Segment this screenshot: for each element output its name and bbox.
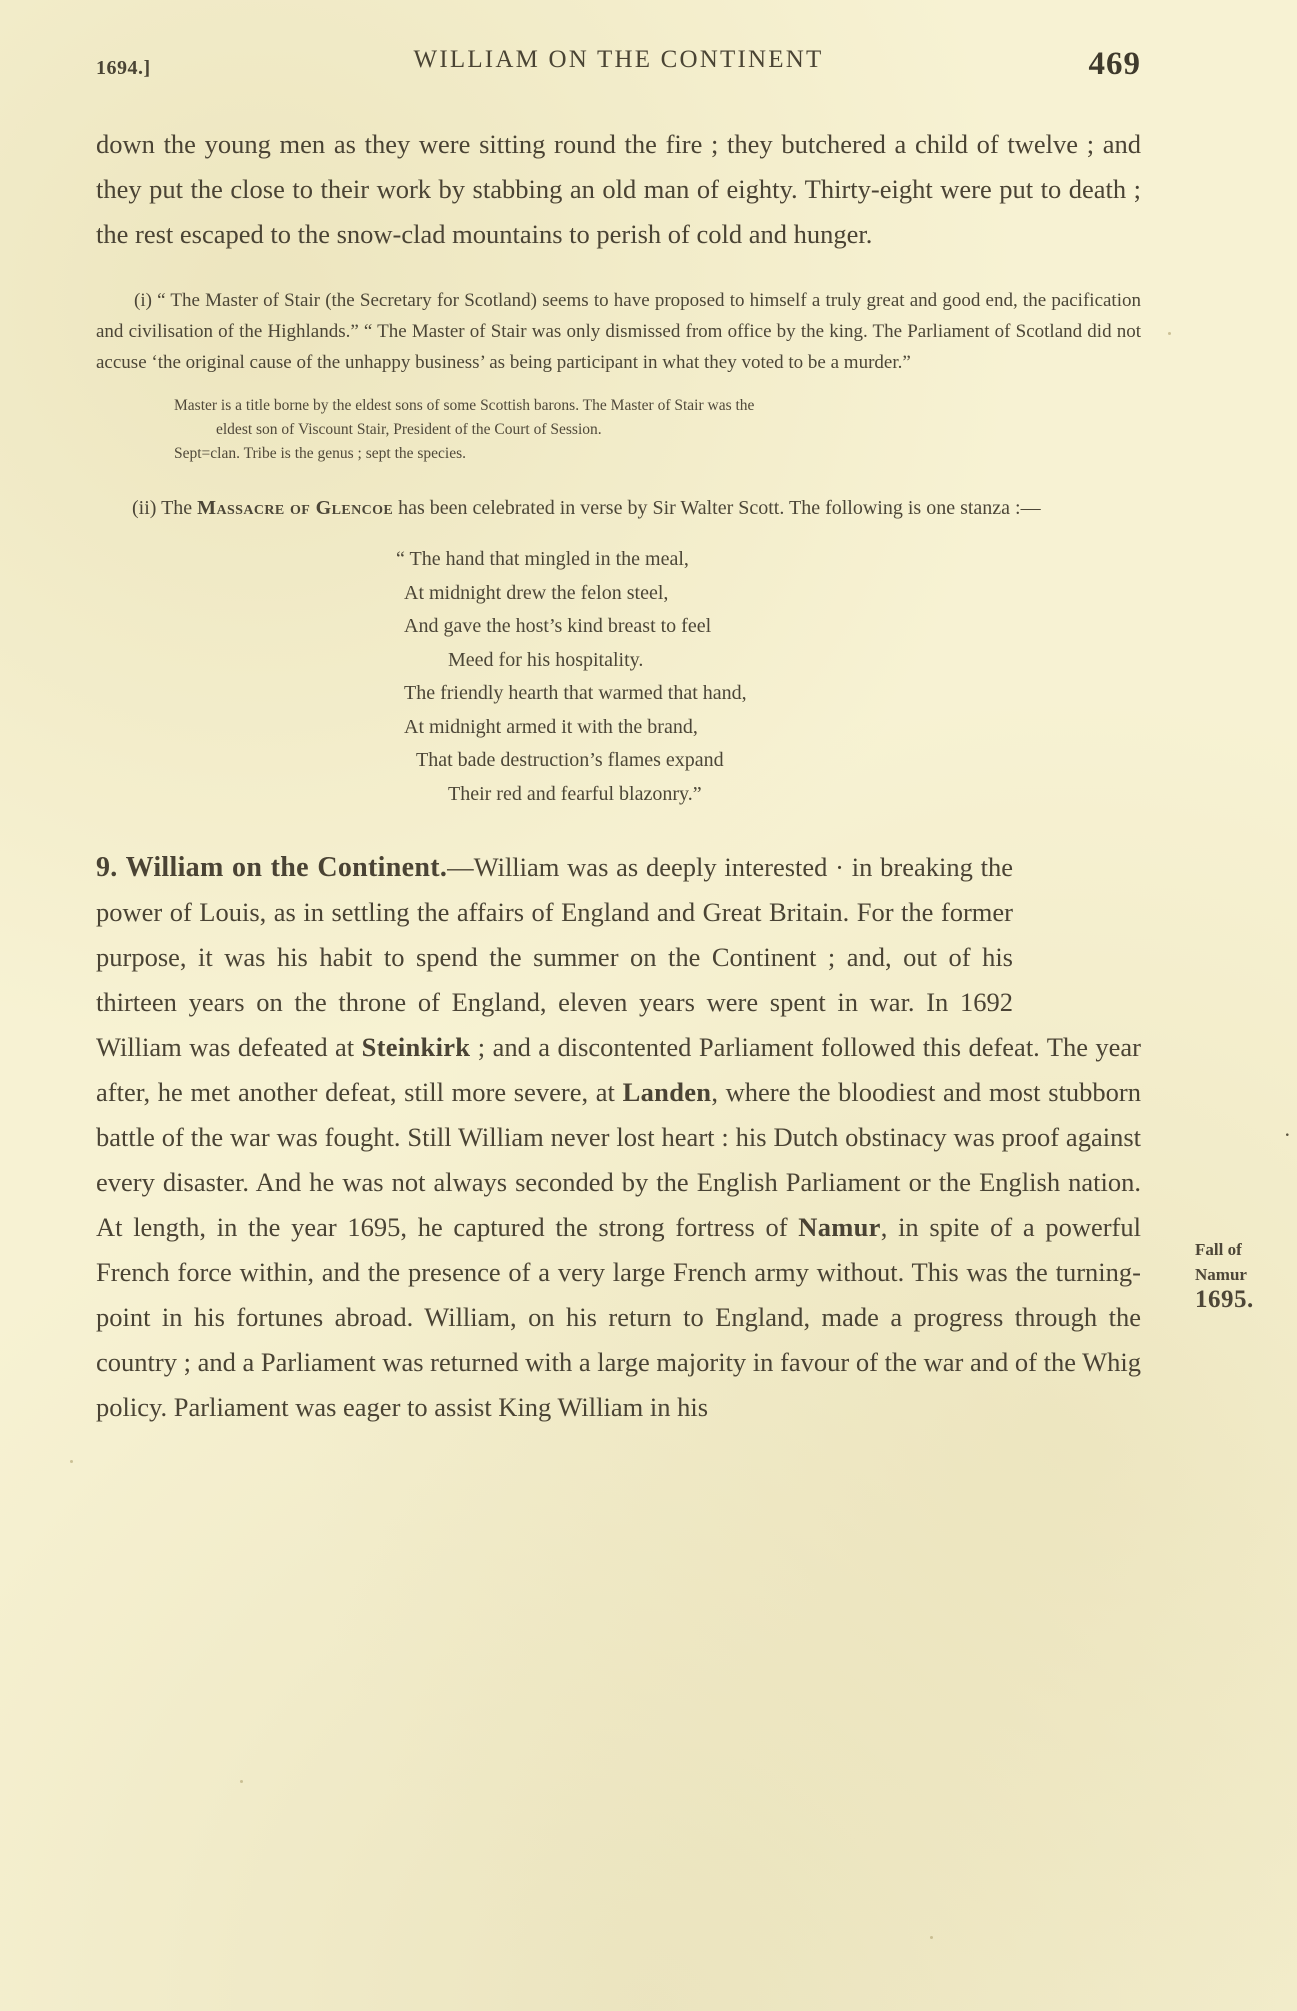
marginal-note-line-1: Fall of [1195,1240,1242,1259]
running-head-title: WILLIAM ON THE CONTINENT [413,46,824,73]
footnote-ii-prefix: (ii) The [132,497,198,519]
footnote-i-text: (i) “ The Master of Stair (the Secretary for Scotland) seems to have proposed to himself a truly great and good end, the pacification and civilisation of the Highlands.” “ The Master of Stair was only dismissed from office by the king. The Parliament of Scotland did not accuse ‘the original cause of the unhappy business’ as being participant in what they voted to be a murder.” [96,290,1141,373]
margin-note-spacer [1013,845,1141,995]
section-9-heading [96,852,447,883]
verse-line: “ The hand that mingled in the meal, [396,548,689,570]
verse-line: The friendly hearth that warmed that hand, [404,682,747,704]
footnote-ii-suffix: has been celebrated in verse by Sir Walter Scott. The following is one stanza :— [393,497,1041,519]
place-namur: Namur [798,1212,881,1242]
footnote-i [96,285,1141,378]
page-number: 469 [1088,46,1141,82]
section-9 [96,845,1141,1430]
massacre-of-glencoe-label: Massacre of Glencoe [197,497,394,519]
section-number: 9. [96,852,118,883]
section-9-text-1: —William was as deeply interested · in breaking the power of Louis, as in settling the affairs of England and Great Britain. For the former purpose, it was his habit to spend the summer on the Continent ; and, out of his thirteen years on the throne of England, eleven years were spent in war. In 1692 William was defeated at [96,852,1014,1062]
paper-speck [1168,332,1171,335]
margin-tick-mark: · [1283,1122,1291,1147]
gloss-line-3: Sept=clan. Tribe is the genus ; sept the species. [174,445,467,462]
gloss-line-2: eldest son of Viscount Stair, President of the Court of Session. [216,421,602,438]
verse-line: Their red and fearful blazonry.” [448,782,702,805]
place-landen: Landen [622,1077,712,1107]
verse-line: Meed for his hospitality. [448,648,644,671]
verse-line: That bade destruction’s flames expand [416,749,724,771]
section-title: William on the Continent. [125,852,448,883]
place-steinkirk: Steinkirk [361,1032,471,1062]
running-head-year: 1694.] [96,57,151,79]
verse-line: At midnight drew the felon steel, [404,581,669,604]
marginal-note-year: 1695. [1195,1286,1254,1313]
paragraph-continuation: down the young men as they were sitting round the fire ; they butchered a child of twelve ; and they put the close to their work by stabbing an old man of eighty. Thirty-eight were put to death ; the rest escaped to the snow-clad mountains to perish of cold and hunger. [96,129,1141,249]
marginal-note-fall-of-namur [1195,1237,1297,1314]
paper-speck [70,1460,73,1463]
section-9-text-2: ; and a discontented Parliament followed this defeat. The year after, he met another defeat, still more severe, at [96,1032,1141,1107]
verse-line: At midnight armed it with the brand, [404,715,698,738]
section-9-body [96,845,1141,1430]
gloss-line-1: Master is a title borne by the eldest sons of some Scottish barons. The Master of Stair was the [174,397,755,414]
page-content [96,46,1141,1430]
marginal-note-line-2: Namur [1195,1265,1247,1284]
paper-speck [240,1780,243,1783]
verse-line: And gave the host’s kind breast to feel [404,615,712,637]
section-9-text-3: , where the bloodiest and most stubborn battle of the war was fought. Still William never lost heart : his Dutch obstinacy was proof against every disaster. And he was not always seconded by the English Parliament or the English nation. At length, in the year 1695, he captured the strong fortress of [96,1077,1141,1242]
running-head [96,46,1141,92]
footnote-ii [96,492,1141,525]
verse-stanza [96,543,1141,811]
gloss-block [96,394,1141,466]
section-9-text-4: , in spite of a powerful French force within, and the presence of a very large French army without. This was the turning-point in his fortunes abroad. William, on his return to England, made a progress through the country ; and a Parliament was returned with a large majority in favour of the war and of the Whig policy. Parliament was eager to assist King William in his [96,1212,1141,1422]
paper-speck [930,1936,933,1939]
